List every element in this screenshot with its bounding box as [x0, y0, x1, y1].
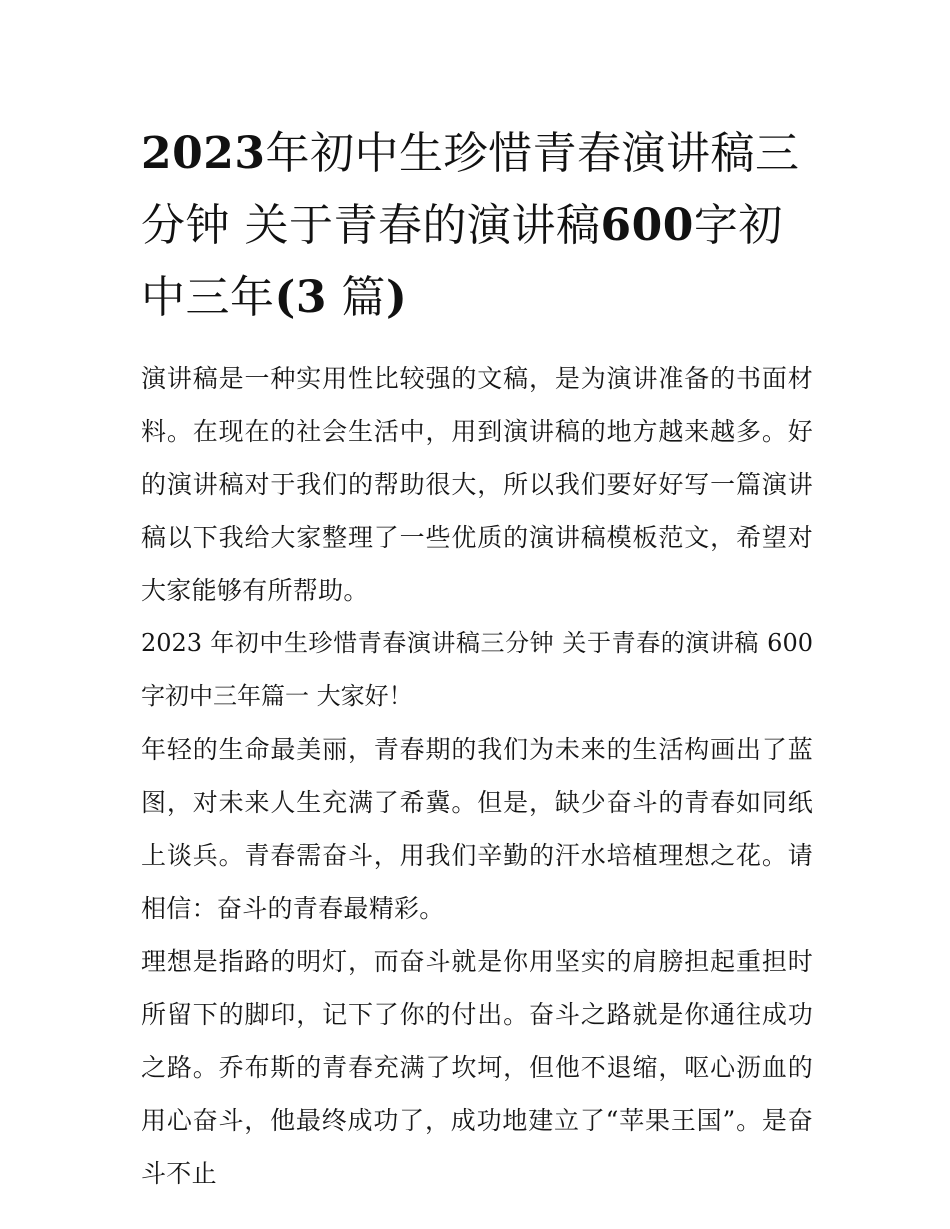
title-part: 2023: [141, 128, 266, 179]
document-title: [141, 118, 813, 334]
title-part: 年初中生珍惜青春演讲稿三分钟 关于青春的演讲稿: [141, 128, 800, 251]
title-part: ): [385, 272, 408, 323]
document-body: [141, 352, 813, 1200]
title-part: (3: [274, 272, 327, 323]
intro-paragraph: 演讲稿是一种实用性比较强的文稿，是为演讲准备的书面材料。在现在的社会生活中，用到演讲稿的地方越来越多。好的演讲稿对于我们的帮助很大，所以我们要好好写一篇演讲稿以下我给大家整理了一些优质的演讲稿模板范文，希望对大家能够有所帮助。: [141, 364, 813, 605]
title-part: 篇: [326, 272, 386, 323]
section-heading-paragraph: 2023 年初中生珍惜青春演讲稿三分钟 关于青春的演讲稿 600字初中三年篇一 大家好！: [141, 629, 813, 710]
document-content: [141, 118, 813, 1200]
body-paragraph: 理想是指路的明灯，而奋斗就是你用坚实的肩膀担起重担时所留下的脚印，记下了你的付出。奋斗之路就是你通往成功之路。乔布斯的青春充满了坎坷，但他不退缩，呕心沥血的用心奋斗，他最终成功了，成功地建立了“苹果王国”。是奋斗不止: [141, 947, 813, 1188]
title-part: 600: [600, 200, 694, 251]
body-paragraph: 年轻的生命最美丽，青春期的我们为未来的生活构画出了蓝图，对未来人生充满了希冀。但是，缺少奋斗的青春如同纸上谈兵。青春需奋斗，用我们辛勤的汗水培植理想之花。请相信：奋斗的青春最精彩。: [141, 735, 813, 923]
title-part: 字初中三年: [141, 200, 783, 323]
